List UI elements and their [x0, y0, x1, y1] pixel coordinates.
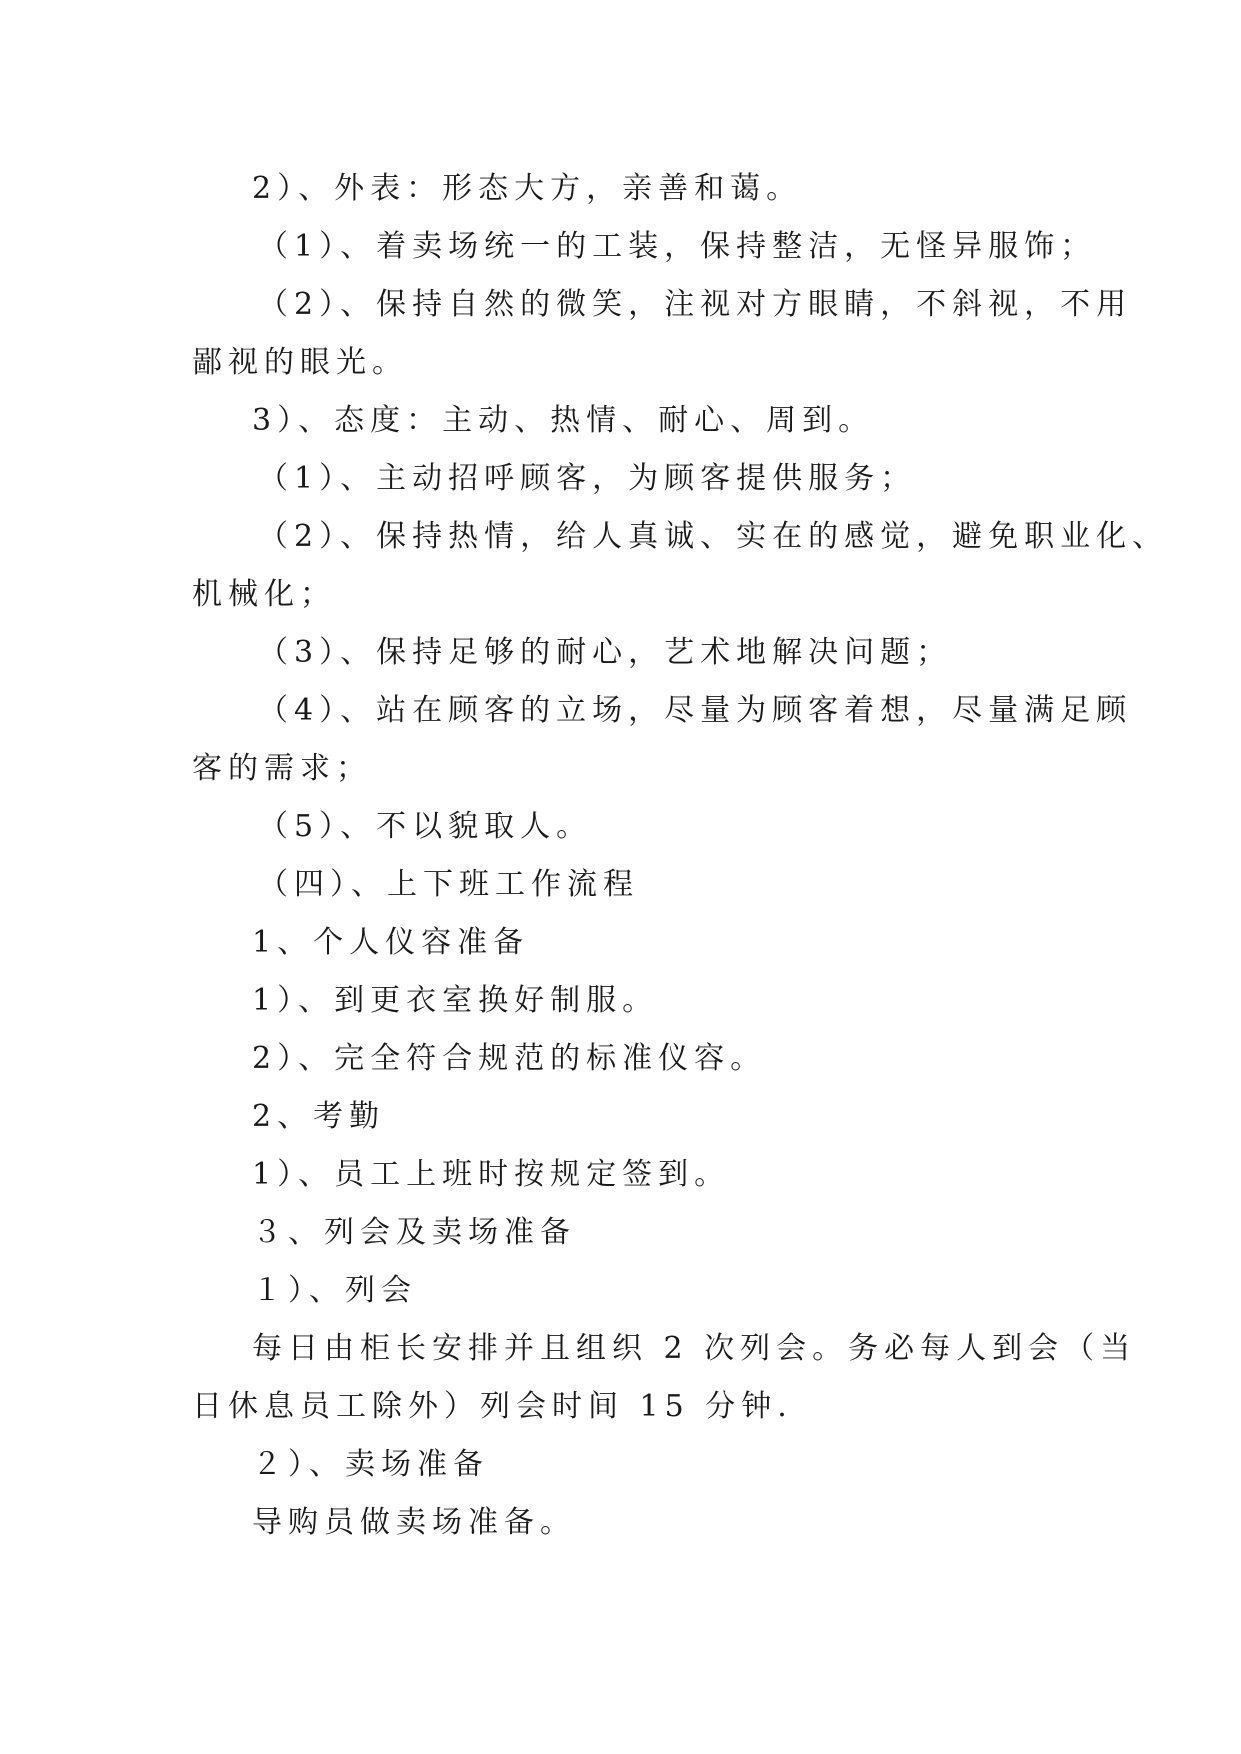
- list-item: 2）、完全符合规范的标准仪容。: [252, 1041, 767, 1076]
- section-heading-workflow: （四）、上下班工作流程: [258, 867, 639, 902]
- list-item: （3）、保持足够的耐心，艺术地解决问题；: [258, 635, 953, 670]
- paragraph: 每日由柜长安排并且组织 2 次列会。务必每人到会（当: [252, 1331, 1137, 1366]
- list-item: （4）、站在顾客的立场，尽量为顾客着想，尽量满足顾: [258, 693, 1133, 728]
- list-item-continuation: 客的需求；: [192, 751, 372, 786]
- list-item: 1）、员工上班时按规定签到。: [252, 1157, 731, 1192]
- list-item-continuation: 鄙视的眼光。: [192, 345, 408, 380]
- list-item: （1）、主动招呼顾客，为顾客提供服务；: [258, 461, 917, 496]
- list-item: （2）、保持热情，给人真诚、实在的感觉，避免职业化、: [258, 519, 1169, 554]
- subsection-heading: 1、个人仪容准备: [252, 925, 530, 960]
- subsection-heading: 2、考勤: [252, 1099, 386, 1134]
- section-heading-appearance: 2）、外表：形态大方，亲善和蔼。: [252, 171, 803, 206]
- list-item: （1）、着卖场统一的工装，保持整洁，无怪异服饰；: [258, 229, 1097, 264]
- list-item: 1）、到更衣室换好制服。: [252, 983, 659, 1018]
- section-heading-attitude: 3）、态度：主动、热情、耐心、周到。: [252, 403, 875, 438]
- subsection-heading: ３、列会及卖场准备: [252, 1215, 576, 1250]
- list-item: ２）、卖场准备: [252, 1447, 489, 1482]
- paragraph: 导购员做卖场准备。: [252, 1505, 576, 1540]
- list-item-continuation: 机械化；: [192, 577, 336, 612]
- document-body: [192, 160, 1169, 1552]
- list-item: （2）、保持自然的微笑，注视对方眼睛，不斜视，不用: [258, 287, 1133, 322]
- list-item: （5）、不以貌取人。: [258, 809, 593, 844]
- list-item: １）、列会: [252, 1273, 417, 1308]
- paragraph-continuation: 日休息员工除外）列会时间 15 分钟.: [192, 1389, 793, 1424]
